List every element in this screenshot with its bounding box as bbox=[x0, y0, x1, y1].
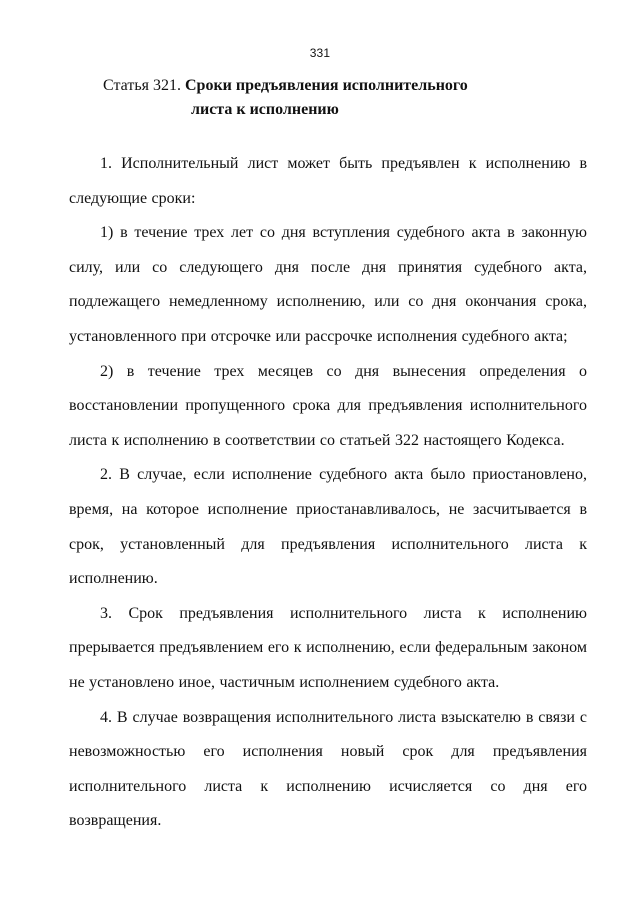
article-number: Статья 321. bbox=[103, 77, 181, 94]
page-number: 331 bbox=[309, 46, 331, 60]
paragraph-4: 4. В случае возвращения исполнительного листа взыскателю в связи с невозможностью его исполнения новый срок для предъявления исполнительного листа к исполнению исчисляется со дня его возвращения. bbox=[69, 708, 587, 830]
paragraph-1: 1. Исполнительный лист может быть предъявлен к исполнению в следующие сроки: bbox=[69, 155, 587, 207]
paragraph-2: 2. В случае, если исполнение судебного акта было приостановлено, время, на которое исполнение приостанавливалось, не засчитывается в срок, установленный для предъявления исполнительного листа к исполнению. bbox=[69, 466, 587, 588]
paragraph-3: 3. Срок предъявления исполнительного листа к исполнению прерывается предъявлением его к исполнению, если федеральным законом не установлено иное, частичным исполнением судебного акта. bbox=[69, 604, 587, 691]
article-title-line-1: Сроки предъявления исполнительного bbox=[184, 77, 468, 94]
article-heading bbox=[103, 74, 543, 122]
article-body bbox=[69, 147, 587, 839]
paragraph-1-item-2: 2) в течение трех месяцев со дня вынесения определения о восстановлении пропущенного срока для предъявления исполнительного листа к исполнению в соответствии со статьей 322 настоящего Кодекса. bbox=[69, 362, 587, 449]
paragraph-1-item-1: 1) в течение трех лет со дня вступления судебного акта в законную силу, или со следующего дня после дня принятия судебного акта, подлежащего немедленному исполнению, или со дня окончания срока, установленного при отсрочке или рассрочке исполнения судебного акта; bbox=[69, 224, 587, 345]
article-title-line-2: листа к исполнению bbox=[191, 101, 339, 118]
